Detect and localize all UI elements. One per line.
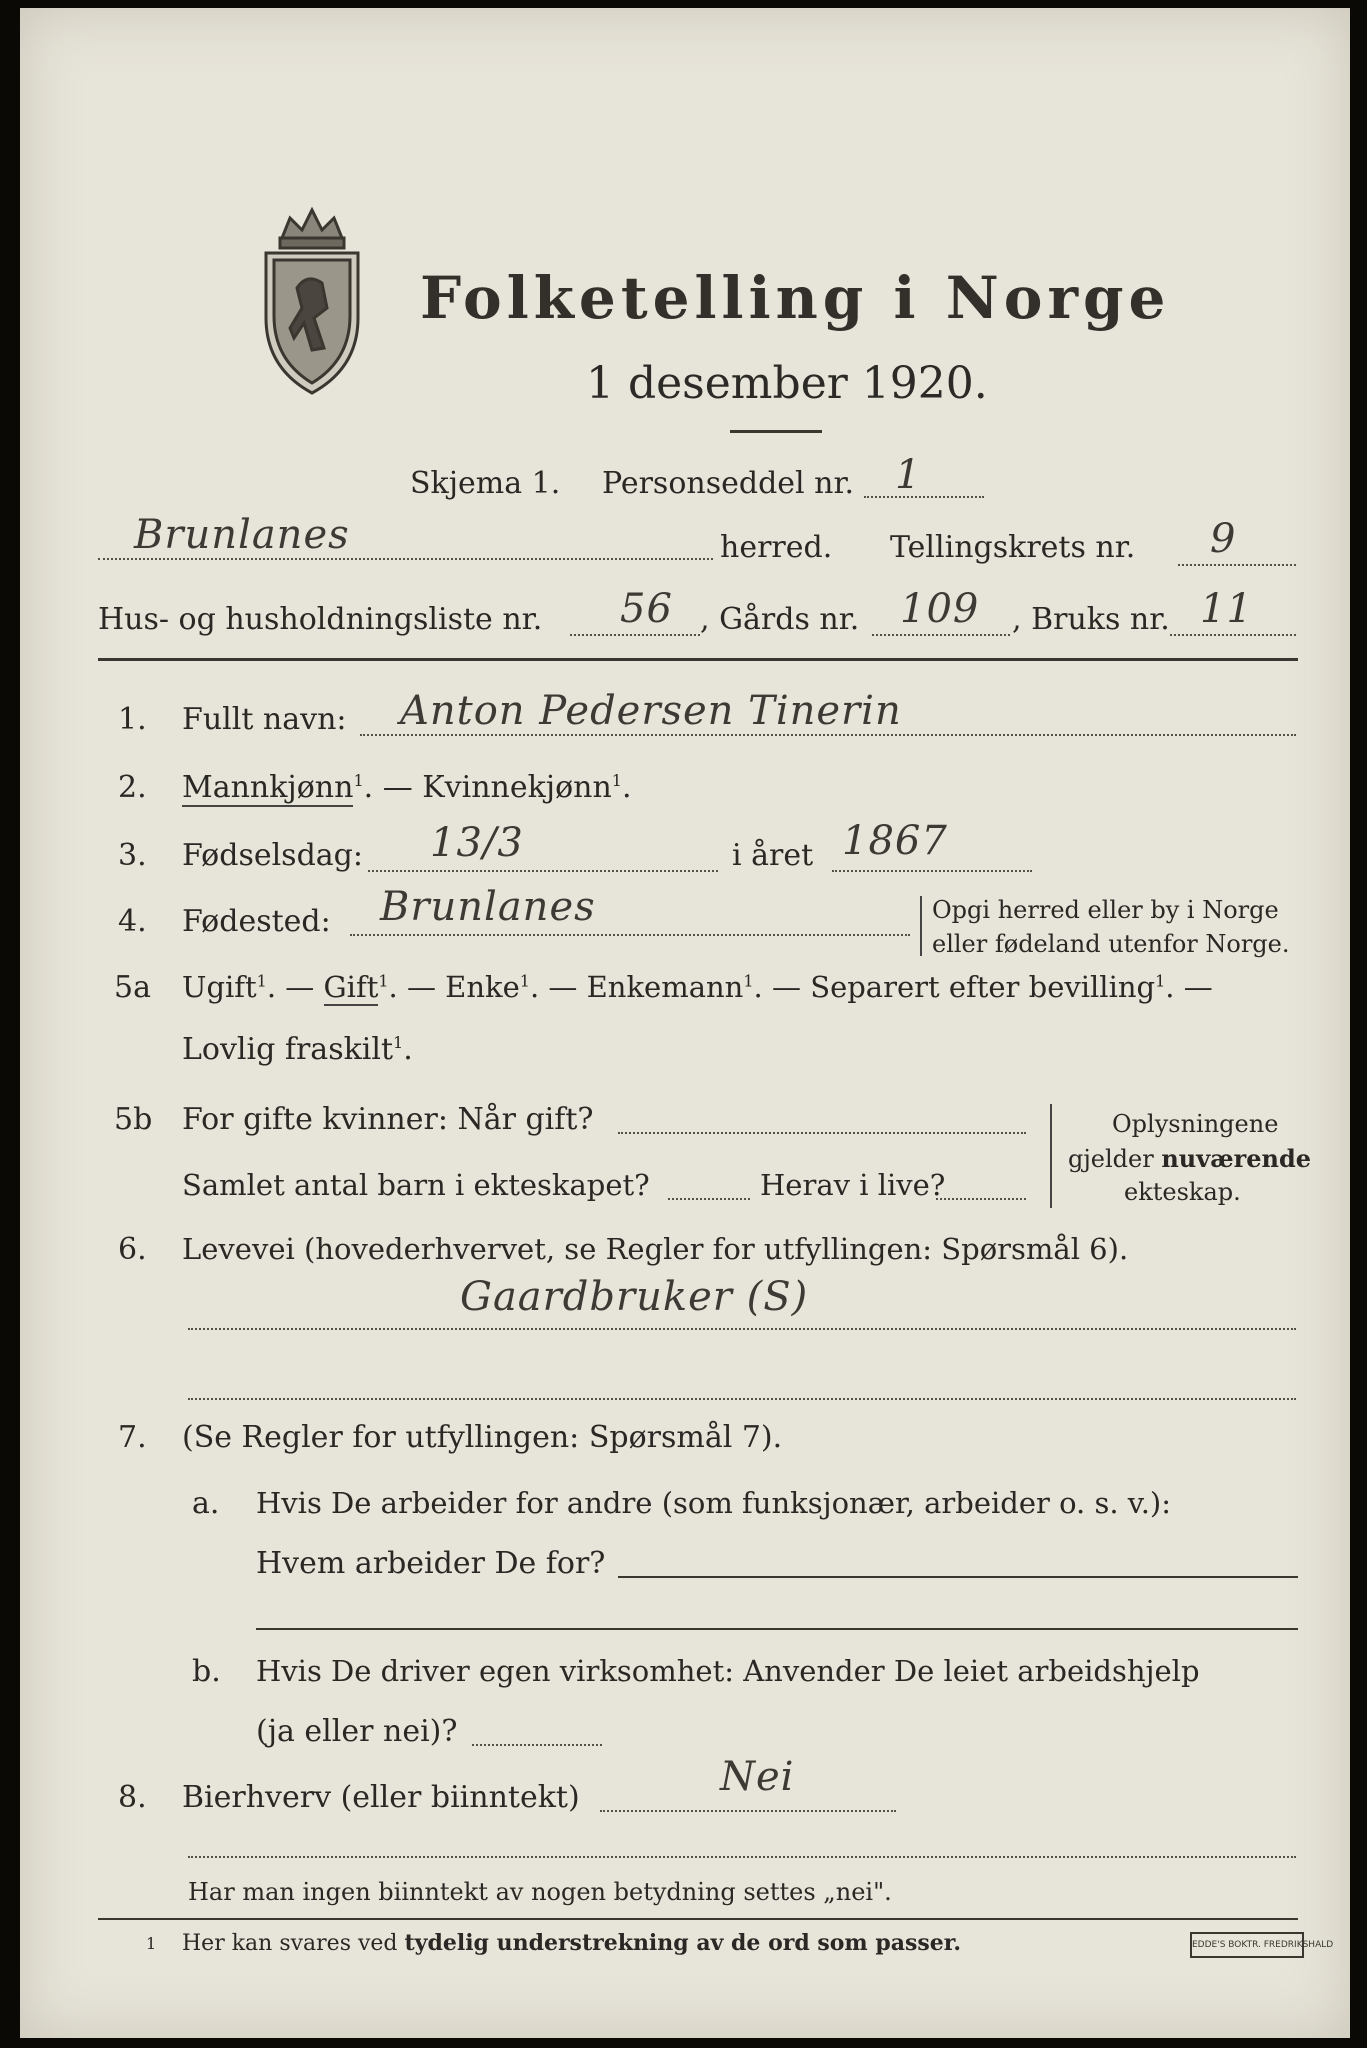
hus-line [570,634,700,636]
form-title: Folketelling i Norge [420,264,1171,332]
q8-number: 8. [118,1780,147,1815]
q8-value: Nei [720,1754,795,1800]
q5b-line-3 [936,1198,1026,1200]
q3-number: 3. [118,838,147,873]
q5a-sup-3: 1 [519,971,530,991]
title-divider [730,430,822,433]
q5b-note-2 [1068,1144,1311,1173]
census-form-sheet [20,8,1350,2038]
skjema-label: Skjema 1. [410,466,561,501]
herred-label: herred. [720,530,833,565]
q4-number: 4. [118,904,147,939]
q8-note: Har man ingen biinntekt av nogen betydning settes „nei". [188,1878,892,1906]
q7a-line-1 [618,1576,1298,1578]
q5b-line-2 [668,1198,750,1200]
q5a-gift: Gift [323,970,379,1004]
q6-line-1 [188,1328,1296,1330]
q2-end: . [621,770,632,805]
q5a-fraskilt: Lovlig fraskilt [182,1032,394,1067]
q5a-sup-1: 1 [256,971,267,991]
q1-label: Fullt navn: [182,702,347,737]
q3-year-line [832,870,1032,872]
q1-number: 1. [118,702,147,737]
q2-text [182,770,632,805]
q7a-label-1: Hvis De arbeider for andre (som funksjonær, arbeider o. s. v.): [256,1486,1172,1520]
q2-kvinnekjonn: . — Kvinnekjønn [363,770,612,805]
q7b-number: b. [192,1654,221,1689]
herred-value: Brunlanes [134,512,350,558]
q5a-line-2 [182,1032,413,1067]
q5a-sup-2: 1 [378,971,389,991]
tellingskrets-value: 9 [1210,516,1237,562]
q2-sup-1: 1 [353,771,364,790]
gards-value: 109 [900,586,980,632]
q8-line-2 [188,1856,1296,1858]
q6-value: Gaardbruker (S) [460,1274,809,1320]
bruks-line [1170,634,1296,636]
q4-label: Fødested: [182,904,331,939]
header-divider [98,658,1298,661]
q5a-options [182,970,1213,1004]
personseddel-label: Personseddel nr. [602,466,855,501]
q2-sup-2: 1 [611,771,622,790]
q4-note-line-2: eller fødeland utenfor Norge. [932,930,1290,958]
coat-of-arms-icon [252,198,372,398]
q5a-ugift: Ugift [182,970,257,1004]
q8-label: Bierhverv (eller biinntekt) [182,1780,580,1815]
q5a-number: 5a [114,970,151,1005]
q1-line [360,734,1296,736]
q7a-number: a. [192,1486,220,1521]
tellingskrets-line [1178,564,1296,566]
q4-line [350,934,910,936]
q5a-sup-4: 1 [743,971,754,991]
q7-number: 7. [118,1420,147,1455]
q5b-number: 5b [114,1102,153,1137]
footnote-text-b: tydelig understrekning av de ord som passer. [404,1930,962,1956]
herred-line [98,558,713,560]
q5a-enkemann: . — Enkemann [529,970,744,1004]
q7b-label-1: Hvis De driver egen virksomhet: Anvender De leiet arbeidshjelp [256,1654,1200,1688]
q7b-label-2: (ja eller nei)? [256,1714,458,1749]
q7a-line-2 [256,1628,1298,1630]
personseddel-value: 1 [895,452,922,498]
q4-value: Brunlanes [380,884,596,930]
q6-number: 6. [118,1232,147,1267]
footnote-text [182,1930,961,1956]
q2-number: 2. [118,770,147,805]
gards-label: , Gårds nr. [700,602,860,637]
q7-label: (Se Regler for utfyllingen: Spørsmål 7). [182,1420,783,1455]
hus-label: Hus- og husholdningsliste nr. [98,602,543,637]
gards-line [872,634,1010,636]
q6-label: Levevei (hovederhvervet, se Regler for utfyllingen: Spørsmål 6). [182,1232,1129,1266]
bruks-label: , Bruks nr. [1012,602,1170,637]
q5b-note-2a: gjelder [1068,1145,1162,1173]
q5b-note-1: Oplysningene [1112,1110,1279,1138]
q5a-sep-end: . — [1165,970,1213,1004]
census-date: 1 desember 1920. [586,358,988,409]
q4-note-bracket [920,896,922,956]
q5a-enke: . — Enke [388,970,520,1004]
q5a-line2-end: . [403,1032,413,1067]
q5b-label-2: Samlet antal barn i ekteskapet? [182,1168,650,1202]
q3-value: 13/3 [430,820,524,866]
q5b-label-1: For gifte kvinner: Når gift? [182,1102,594,1137]
q5a-sup-6: 1 [393,1033,404,1052]
q3-year-label: i året [732,838,814,873]
q7b-line [472,1744,602,1746]
footnote-mark: 1 [146,1934,157,1953]
printer-stamp: EDDE'S BOKTR. FREDRIKSHALD [1190,1932,1304,1958]
q5a-sup-5: 1 [1155,971,1166,991]
q7a-label-2: Hvem arbeider De for? [256,1546,606,1581]
q3-year-value: 1867 [842,818,948,864]
personseddel-line [864,496,984,498]
q6-line-2 [188,1398,1296,1400]
q5a-sep-1: . — [266,970,324,1004]
q5a-separert: . — Separert efter bevilling [753,970,1156,1004]
q5b-note-bracket [1050,1104,1052,1208]
bruks-value: 11 [1200,586,1253,632]
footer-divider [98,1918,1298,1920]
q5b-note-2b: nuværende [1161,1144,1312,1173]
footnote-text-a: Her kan svares ved [182,1931,405,1956]
q5b-line-1 [618,1132,1026,1134]
hus-value: 56 [620,586,673,632]
q4-note-line-1: Opgi herred eller by i Norge [932,896,1279,924]
q8-line [600,1810,896,1812]
q5b-label-3: Herav i live? [760,1168,946,1202]
q5b-note-3: ekteskap. [1124,1178,1241,1206]
q1-value: Anton Pedersen Tinerin [400,688,902,734]
tellingskrets-label: Tellingskrets nr. [890,530,1136,565]
q3-label: Fødselsdag: [182,838,363,873]
q2-mannkjonn: Mannkjønn [182,770,354,805]
q3-line [368,870,718,872]
